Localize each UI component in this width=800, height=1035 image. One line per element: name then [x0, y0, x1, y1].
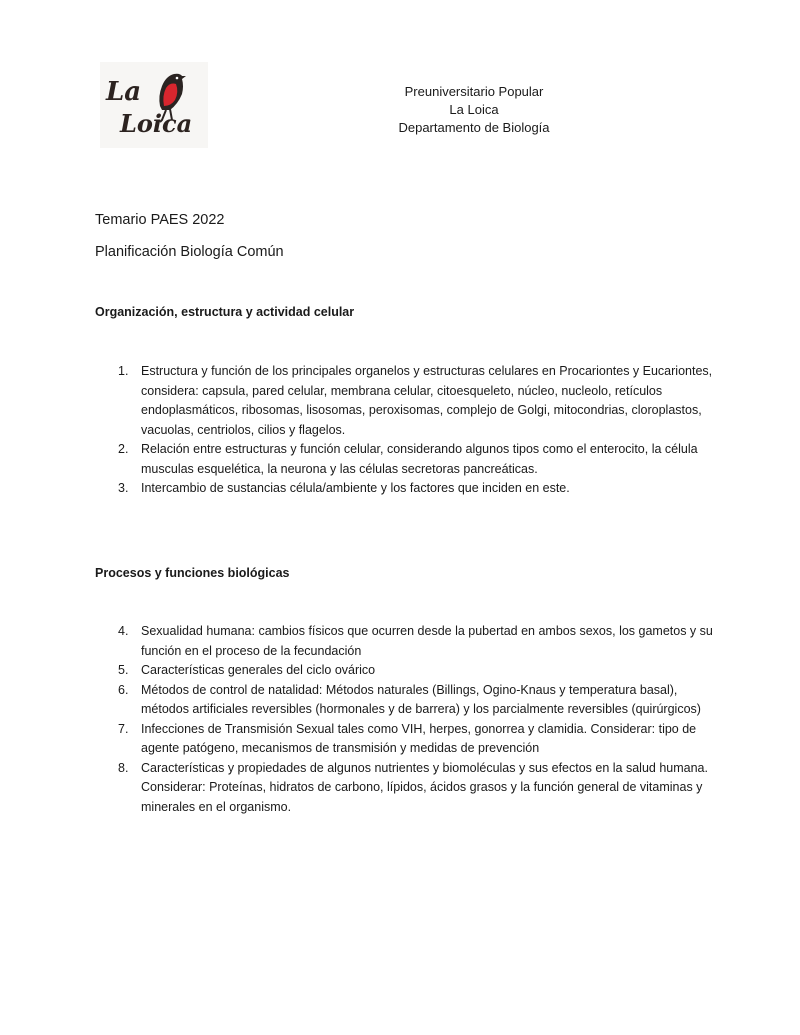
- department-name: Departamento de Biología: [398, 120, 550, 135]
- logo-graphic: [100, 62, 208, 148]
- list-item-text: Características generales del ciclo ovárico: [141, 663, 376, 677]
- list-item-number: 5.: [118, 663, 129, 677]
- list-item: [118, 759, 718, 818]
- list-item-text: Métodos de control de natalidad: Métodos naturales (Billings, Ogino-Knaus y temperatura basal), métodos artificiales reversibles (hormonales y de barrera) y los parcialmente reversibles (quirúrgicos): [141, 682, 701, 716]
- topic-list-processes: [118, 622, 718, 817]
- list-item-text: Sexualidad humana: cambios físicos que ocurren desde la pubertad en ambos sexos, los gametos y su función en el proceso de la fecundación: [141, 624, 713, 658]
- list-item-text: Estructura y función de los principales organelos y estructuras celulares en Procariontes y Eucariontes, considera: capsula, pared celular, membrana celular, citoesqueleto, núcleo, nucleolo, retículos endoplasmáticos, ribosomas, lisosomas, peroxisomas, complejo de Golgi, mitocondrias, cloroplastos, vacuolas, centriolos, cilios y flagelos.: [141, 364, 713, 437]
- list-item-number: 3.: [118, 481, 129, 495]
- list-item-text: Intercambio de sustancias célula/ambiente y los factores que inciden en este.: [141, 481, 570, 495]
- list-item: [118, 661, 718, 681]
- document-subtitle: Planificación Biología Común: [95, 244, 284, 260]
- list-item-number: 8.: [118, 760, 129, 775]
- list-item-number: 7.: [118, 721, 129, 736]
- list-item-text: Características y propiedades de algunos nutrientes y biomoléculas y sus efectos en la salud humana. Considerar: Proteínas, hidratos de carbono, lípidos, ácidos grasos y la función general de vitaminas y minerales en el organismo.: [141, 760, 708, 814]
- list-item: [118, 362, 718, 440]
- organization-header: [360, 83, 588, 137]
- list-item: [118, 622, 718, 661]
- list-item: [118, 681, 718, 720]
- list-item: [118, 720, 718, 759]
- document-title: Temario PAES 2022: [95, 212, 225, 228]
- logo-text-line1: La: [106, 77, 142, 107]
- list-item-number: 6.: [118, 682, 129, 697]
- la-loica-logo: [100, 62, 208, 148]
- list-item: [118, 440, 718, 479]
- topic-list-cellular: [118, 362, 718, 499]
- list-item-text: Infecciones de Transmisión Sexual tales como VIH, herpes, gonorrea y clamidia. Considerar: tipo de agente patógeno, mecanismos de transmisión y medidas de prevención: [141, 721, 697, 755]
- section-heading-cellular: Organización, estructura y actividad celular: [95, 305, 355, 319]
- list-item-number: 1.: [118, 364, 129, 378]
- org-subname: La Loica: [449, 102, 499, 117]
- list-item: [118, 479, 718, 499]
- section-heading-processes: Procesos y funciones biológicas: [95, 566, 290, 580]
- list-item-number: 4.: [118, 624, 129, 638]
- org-name: Preuniversitario Popular: [404, 84, 544, 99]
- list-item-text: Relación entre estructuras y función celular, considerando algunos tipos como el enterocito, la célula musculas esquelética, la neurona y las células secretoras pancreáticas.: [141, 442, 698, 476]
- logo-text-line2: Loica: [120, 109, 193, 138]
- list-item-number: 2.: [118, 442, 129, 456]
